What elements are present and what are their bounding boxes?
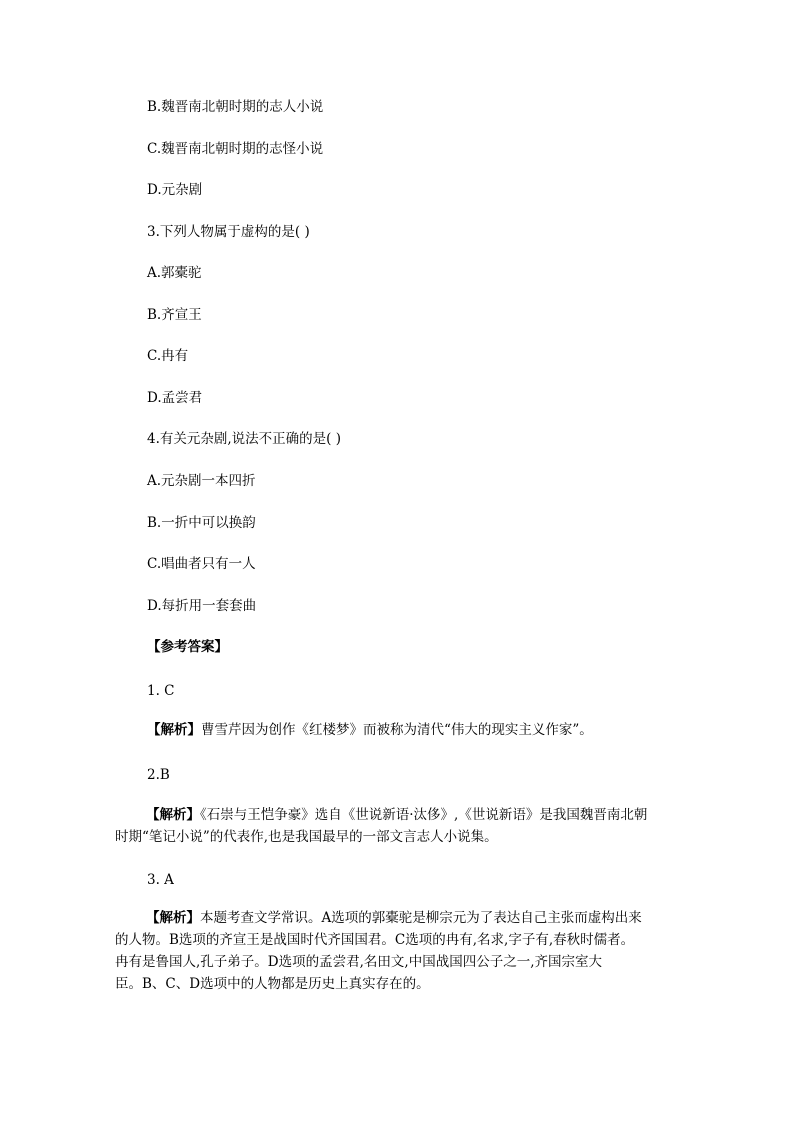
explanation-label: 【解析】: [147, 722, 201, 738]
q3-option-a: A.郭橐驼: [147, 265, 202, 281]
q4-option-a: A.元杂剧一本四折: [147, 473, 256, 489]
answer-3-explanation: [115, 907, 690, 995]
q4-option-d: D.每折用一套套曲: [147, 598, 257, 614]
q4-option-b: B.一折中可以换韵: [147, 515, 256, 531]
q3-option-c: C.冉有: [147, 348, 189, 364]
explanation-label: 【解析】: [146, 910, 200, 926]
explanation-line: 时期“笔记小说”的代表作,也是我国最早的一部文言志人小说集。: [115, 829, 498, 845]
answer-3-number: 3. A: [147, 872, 174, 888]
explanation-line: 的人物。B选项的齐宣王是战国时代齐国国君。C选项的冉有,名求,字子有,春秋时儒者。: [115, 932, 635, 948]
q3-option-b: B.齐宣王: [147, 307, 202, 323]
q4-question: 4.有关元杂剧,说法不正确的是( ): [147, 431, 341, 447]
explanation-text: 本题考查文学常识。A选项的郭橐驼是柳宗元为了表达自己主张而虚构出来: [200, 910, 642, 926]
q4-option-c: C.唱曲者只有一人: [147, 556, 256, 572]
answer-2-explanation: [115, 804, 690, 848]
explanation-line: 冉有是鲁国人,孔子弟子。D选项的孟尝君,名田文,中国战国四公子之一,齐国宗室大: [115, 954, 602, 970]
q2-option-c: C.魏晋南北朝时期的志怪小说: [147, 141, 324, 157]
explanation-label: 【解析】: [146, 807, 200, 823]
q3-option-d: D.孟尝君: [147, 390, 203, 406]
explanation-line: [115, 804, 690, 826]
explanation-line: [115, 907, 690, 929]
answers-header: 【参考答案】: [147, 639, 228, 655]
explanation-text: 《石崇与王恺争豪》选自《世说新语·汰侈》,《世说新语》是我国魏晋南北朝: [200, 807, 648, 823]
explanation-line: 臣。B、C、D选项中的人物都是历史上真实存在的。: [115, 976, 430, 992]
answer-2-number: 2.B: [147, 767, 170, 783]
answer-1-explanation: [147, 721, 593, 739]
q2-option-d: D.元杂剧: [147, 182, 203, 198]
answer-1-number: 1. C: [147, 683, 175, 699]
explanation-text: 曹雪芹因为创作《红楼梦》而被称为清代“伟大的现实主义作家”。: [201, 722, 593, 738]
q2-option-b: B.魏晋南北朝时期的志人小说: [147, 99, 324, 115]
q3-question: 3.下列人物属于虚构的是( ): [147, 224, 310, 240]
